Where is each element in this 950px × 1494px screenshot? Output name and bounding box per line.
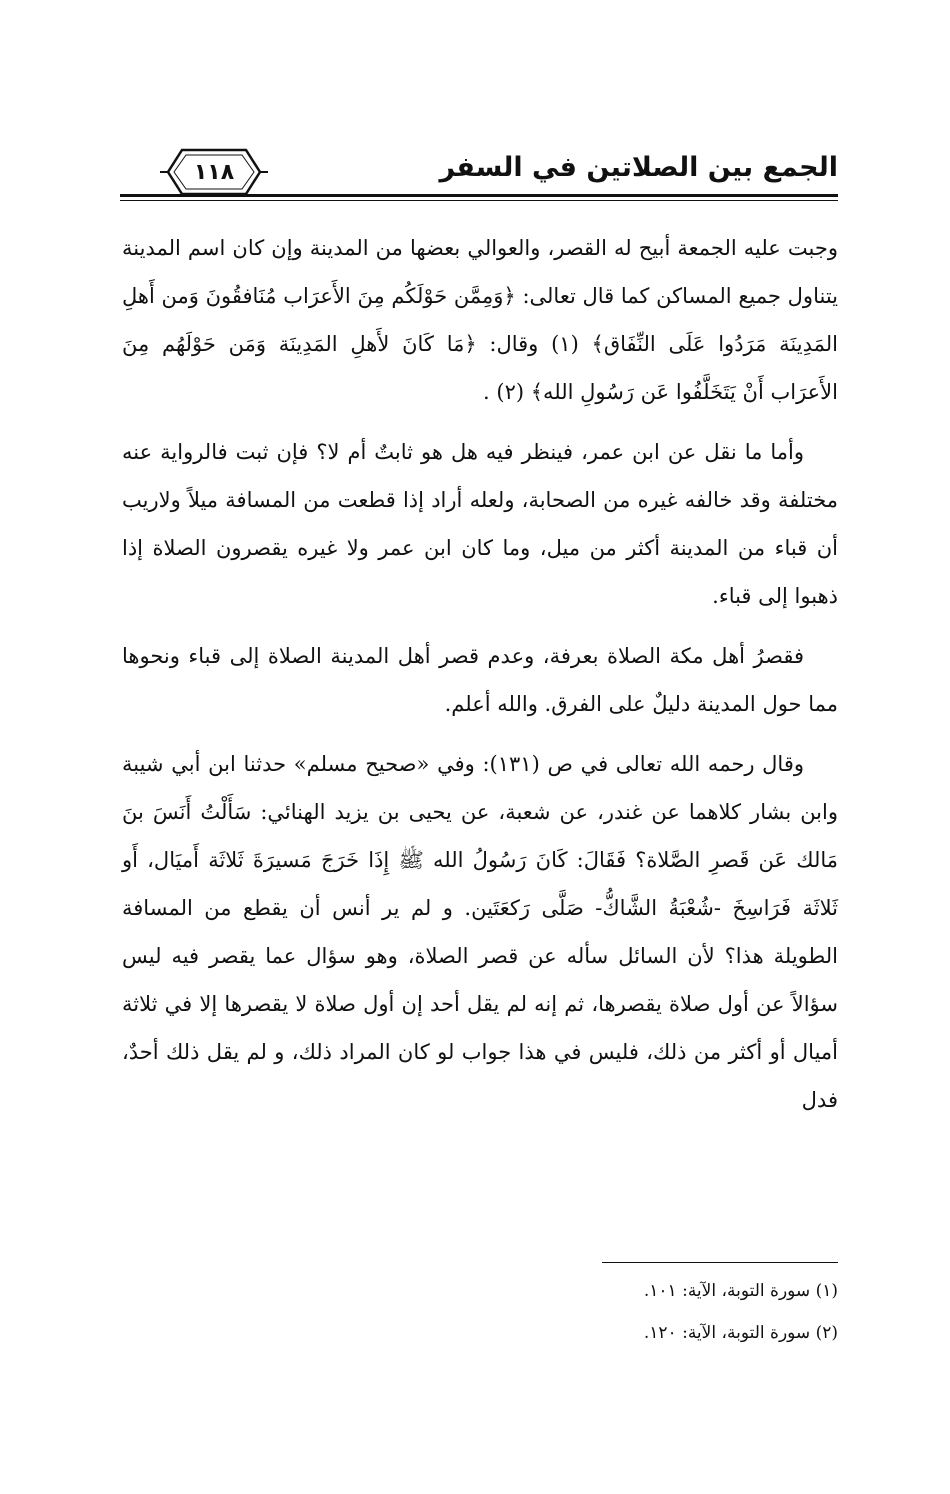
footnote-separator: [602, 1262, 838, 1263]
page-header: [120, 138, 838, 210]
footnotes: [338, 1270, 838, 1354]
paragraph-1: وجبت عليه الجمعة أبيح له القصر، والعوالي بعضها من المدينة وإن كان اسم المدينة يتناول جميع المساكن كما قال تعالى: ﴿وَمِمَّن حَوْلَكُم مِنَ الأَعرَاب مُنَافقُونَ وَمن أَهلِ المَدِينَة مَرَدُوا عَلَى النِّفَاق﴾ (١) وقال: ﴿مَا كَانَ لأَهلِ المَدِينَة وَمَن حَوْلَهُم مِنَ الأَعرَاب أَنْ يَتَخَلَّفُوا عَن رَسُولِ الله﴾ (٢) .: [122, 236, 838, 404]
footnote-1: (١) سورة التوبة، الآية: ١٠١.: [643, 1281, 838, 1301]
footnote-2: (٢) سورة التوبة، الآية: ١٢٠.: [643, 1323, 838, 1343]
paragraph-4: وقال رحمه الله تعالى في ص (١٣١): وفي «صحيح مسلم» حدثنا ابن أبي شيبة وابن بشار كلاهما عن غندر، عن شعبة، عن يحيى بن يزيد الهنائي: سَأَلْتُ أَنَسَ بنَ مَالك عَن قَصرِ الصَّلاة؟ فَقَالَ: كَانَ رَسُولُ الله ﷺ إِذَا خَرَجَ مَسيرَةَ ثَلاثَة أَميَال، أَو ثَلاثَة فَرَاسِخَ -شُعْبَةُ الشَّاكُّ- صَلَّى رَكعَتَين. و لم ير أنس أن يقطع من المسافة الطويلة هذا؟ لأن السائل سأله عن قصر الصلاة، وهو سؤال عما يقصر فيه ليس سؤالاً عن أول صلاة يقصرها، ثم إنه لم يقل أحد إن أول صلاة لا يقصرها إلا في ثلاثة أميال أو أكثر من ذلك، فليس في هذا جواب لو كان المراد ذلك، و لم يقل ذلك أحدٌ، فدل: [122, 752, 838, 1112]
running-title: الجمع بين الصلاتين في السفر: [439, 152, 838, 183]
page-number-badge: [160, 142, 268, 202]
paragraph-3: فقصرُ أهل مكة الصلاة بعرفة، وعدم قصر أهل المدينة الصلاة إلى قباء ونحوها مما حول المدينة دليلٌ على الفرق. والله أعلم.: [122, 644, 838, 716]
paragraph-2: وأما ما نقل عن ابن عمر، فينظر فيه هل هو ثابتٌ أم لا؟ فإن ثبت فالرواية عنه مختلفة وقد خالفه غيره من الصحابة، ولعله أراد إذا قطعت من المسافة ميلاً ولاريب أن قباء من المدينة أكثر من ميل، وما كان ابن عمر ولا غيره يقصرون الصلاة إذا ذهبوا إلى قباء.: [122, 440, 838, 608]
main-text: [122, 224, 838, 1136]
page-number: ١١٨: [193, 159, 235, 185]
